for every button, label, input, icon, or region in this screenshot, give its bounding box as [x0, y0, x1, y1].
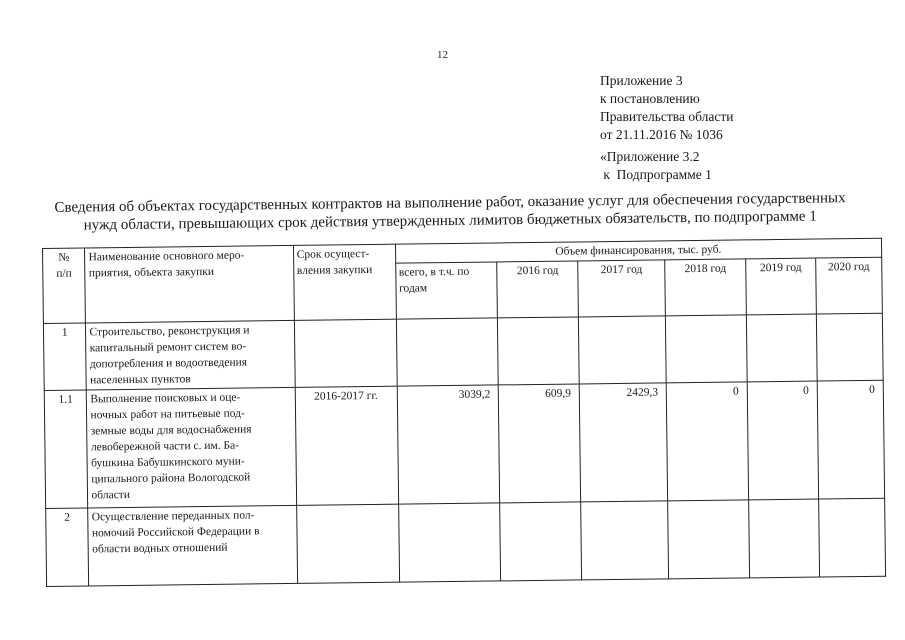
header-num: № п/п [43, 248, 86, 324]
row-2019 [749, 499, 820, 578]
table-row [46, 498, 886, 586]
row-total: 3039,2 [397, 385, 500, 504]
row-term [294, 319, 397, 387]
appendix-block [600, 72, 733, 144]
row-2016 [500, 502, 582, 581]
row-name: Выполнение поисковых и оце- ночных работ на питьевые под- земные воды для водоснабжения левобережной части с. им. Ба- бушкина Бабушкинского муни- ципального района Вологодской области [87, 387, 297, 508]
appendix-block-2 [600, 148, 712, 184]
appendix-line: от 21.11.2016 № 1036 [600, 127, 723, 142]
row-term: 2016-2017 гг. [295, 386, 398, 505]
table-row [44, 380, 884, 508]
contracts-table [42, 238, 886, 587]
page-number: 12 [437, 49, 448, 61]
table-row [43, 313, 883, 390]
row-total [398, 503, 501, 582]
row-2016: 609,9 [499, 384, 581, 503]
row-2017: 2429,3 [579, 383, 668, 502]
contracts-table-wrap [42, 238, 886, 587]
row-2020 [816, 313, 883, 381]
row-2017 [581, 501, 669, 580]
row-2018 [666, 315, 748, 383]
row-2018: 0 [666, 382, 748, 501]
header-name: Наименование основного меро- приятия, объекта закупки [85, 245, 294, 323]
row-name: Осуществление переданных пол- номочий Российской Федерации в области водных отношений [88, 505, 297, 586]
row-2020 [819, 498, 886, 577]
header-2016: 2016 год [497, 261, 578, 318]
row-name: Строительство, реконструкция и капитальный ремонт систем во- допотребления и водоотведения населенных пунктов [86, 320, 295, 390]
header-funding-group: Объем финансирования, тыс. руб. [395, 238, 882, 263]
row-2020: 0 [817, 380, 884, 499]
appendix-line: к Подпрограмме 1 [600, 167, 712, 182]
title-line: Сведения об объектах государственных контрактов на выполнение работ, оказание услуг для обеспечения государственных [54, 190, 846, 216]
appendix-line: «Приложение 3.2 [600, 149, 700, 164]
appendix-line: к постановлению [600, 91, 700, 106]
header-2020: 2020 год [816, 257, 883, 314]
header-2019: 2019 год [746, 258, 817, 315]
row-2019: 0 [747, 381, 819, 500]
row-num: 1 [43, 323, 86, 391]
row-num: 2 [46, 508, 89, 587]
appendix-line: Правительства области [600, 109, 734, 124]
row-2019 [746, 314, 817, 382]
document-title [0, 188, 903, 235]
header-2018: 2018 год [665, 259, 746, 316]
row-2018 [668, 500, 750, 579]
header-term: Срок осущест- вления закупки [293, 244, 396, 320]
row-num: 1.1 [44, 390, 88, 509]
appendix-line: Приложение 3 [600, 73, 683, 88]
row-term [296, 504, 399, 583]
title-line: нужд области, превышающих срок действия утвержденных лимитов бюджетных обязательств, по подпрограмме 1 [83, 208, 817, 234]
row-2016 [498, 317, 580, 385]
row-2017 [579, 316, 667, 384]
header-2017: 2017 год [578, 260, 666, 317]
header-total: всего, в т.ч. по годам [395, 262, 498, 319]
row-total [396, 318, 499, 386]
